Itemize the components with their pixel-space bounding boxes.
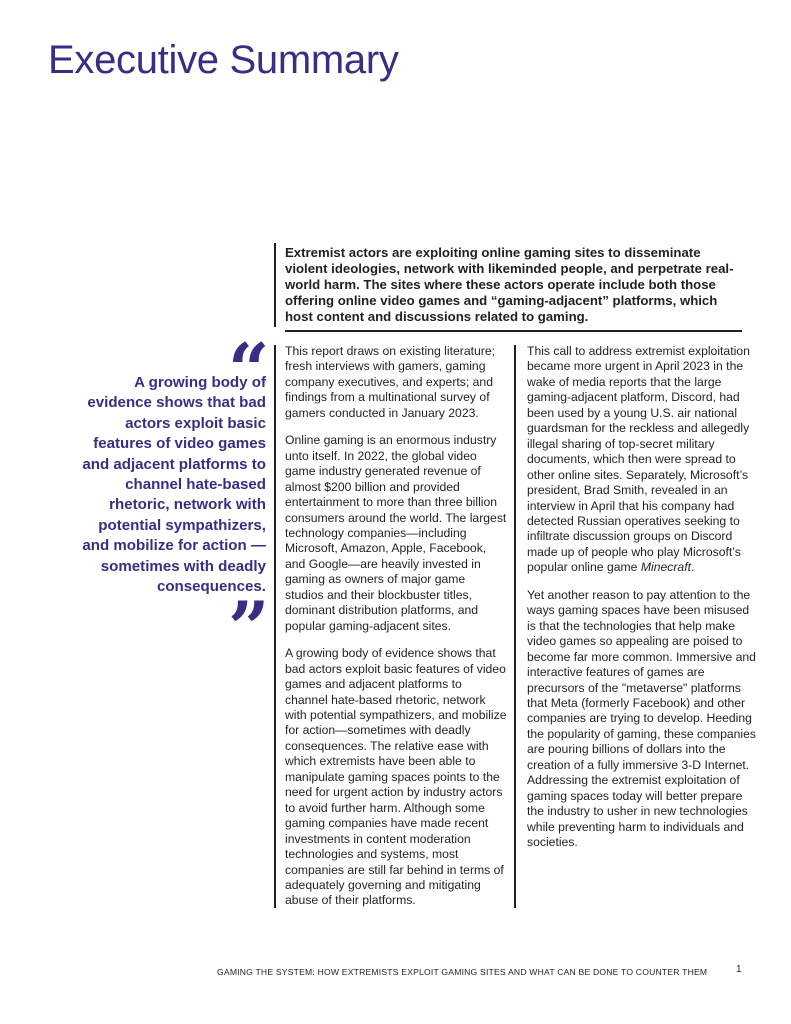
section-divider: [285, 330, 742, 332]
lead-paragraph: Extremist actors are exploiting online gaming sites to disseminate violent ideologies, network with likeminded people, and perpetrate real-world harm. The sites where these actors operate include both those offering online video games and “gaming-adjacent” platforms, which host content and discussions related to gaming.: [285, 245, 734, 325]
lead-vertical-rule: [274, 243, 276, 327]
pull-quote: A growing body of evidence shows that bad actors exploit basic features of video games and adjacent platforms to channel hate-based rhetoric, network with potential sympathizers, and mobilize for action —sometimes with deadly consequences.: [82, 374, 266, 596]
body-paragraph: This report draws on existing literature; fresh interviews with gamers, gaming company executives, and experts; and findings from a multinational survey of gamers conducted in January 2023.: [285, 344, 495, 420]
column-rule-right: [514, 345, 516, 908]
body-paragraph: Yet another reason to pay attention to the ways gaming spaces have been misused is that the technologies that help make video games so appealing are poised to become far more common. Immersive and interactive features of games are precursors of the "metaverse" platforms that Meta (formerly Facebook) and other companies are trying to develop. Heeding the popularity of gaming, these companies are pouring billions of dollars into the creation of a fully immersive 3-D Internet. Addressing the extremist exploitation of gaming spaces today will better prepare the industry to usher in new technologies while preventing harm to individuals and societies.: [527, 587, 756, 850]
game-title: Minecraft: [640, 560, 691, 575]
body-paragraph: A growing body of evidence shows that bad actors exploit basic features of video games and adjacent platforms to channel hate-based rhetoric, network with potential sympathizers, and mobilize for action—sometimes with deadly consequences. The relative ease with which extremists have been able to manipulate gaming spaces points to the need for urgent action by industry actors to avoid further harm. Although some gaming companies have made recent investments in content moderation technologies and systems, most companies are still far behind in terms of adequately governing and mitigating abuse of their platforms.: [285, 646, 507, 908]
body-text-end: .: [690, 560, 695, 575]
body-column-left: [285, 344, 507, 921]
running-footer: GAMING THE SYSTEM: HOW EXTREMISTS EXPLOIT GAMING SITES AND WHAT CAN BE DONE TO COUNTER THEM: [217, 967, 708, 977]
page-number: 1: [736, 964, 742, 975]
body-paragraph: Online gaming is an enormous industry unto itself. In 2022, the global video game industry generated revenue of almost $200 billion and provided entertainment to more than three billion consumers around the world. The largest technology companies—including Microsoft, Amazon, Apple, Facebook, and Google—are heavily invested in gaming as owners of major game studios and their blockbuster titles, dominant distribution platforms, and popular gaming-adjacent sites.: [285, 433, 507, 633]
page-title: Executive Summary: [48, 38, 399, 82]
column-rule-left: [274, 345, 276, 908]
open-quote-icon: “: [228, 327, 270, 412]
body-column-right: [527, 344, 757, 863]
close-quote-icon: ”: [228, 585, 270, 670]
body-text: This call to address extremist exploitation became more urgent in April 2023 in the wake of media reports that the large gaming-adjacent platform, Discord, had been used by a young U.S. air national guardsman for the reckless and allegedly illegal sharing of top-secret military documents, which then were spread to other online sites. Separately, Microsoft’s president, Brad Smith, revealed in an interview in April that his company had detected Russian operatives seeking to infiltrate discussion groups on Discord made up of people who play Microsoft’s popular online game: [527, 344, 750, 575]
body-paragraph: [527, 344, 757, 576]
